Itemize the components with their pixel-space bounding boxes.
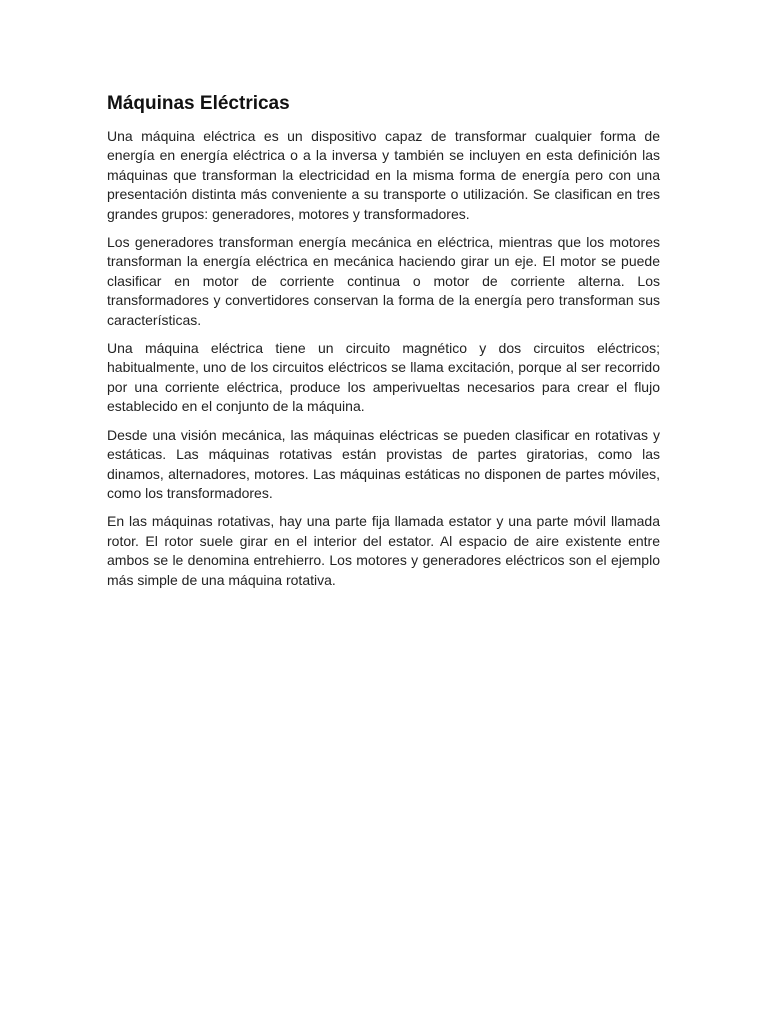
paragraph-3: Una máquina eléctrica tiene un circuito magnético y dos circuitos eléctricos; habitualmente, uno de los circuitos eléctricos se llama excitación, porque al ser recorrido por una corriente eléctrica, produce los amperivueltas necesarios para crear el flujo establecido en el conjunto de la máquina. <box>107 340 660 415</box>
paragraph-4: Desde una visión mecánica, las máquinas eléctricas se pueden clasificar en rotativas y estáticas. Las máquinas rotativas están provistas de partes giratorias, como las dinamos, alternadores, motores. Las máquinas estáticas no disponen de partes móviles, como los transformadores. <box>107 426 660 501</box>
paragraph-2: Los generadores transforman energía mecánica en eléctrica, mientras que los motores transforman la energía eléctrica en mecánica haciendo girar un eje. El motor se puede clasificar en motor de corriente continua o motor de corriente alterna. Los transformadores y convertidores conservan la forma de la energía pero transforman sus características. <box>107 234 660 328</box>
paragraph-1: Una máquina eléctrica es un dispositivo capaz de transformar cualquier forma de energía en energía eléctrica o a la inversa y también se incluyen en esta definición las máquinas que transforman la electricidad en la misma forma de energía pero con una presentación distinta más conveniente a su transporte o utilización. Se clasifican en tres grandes grupos: generadores, motores y transformadores. <box>107 128 660 222</box>
paragraph-5: En las máquinas rotativas, hay una parte fija llamada estator y una parte móvil llamada rotor. El rotor suele girar en el interior del estator. Al espacio de aire existente entre ambos se le denomina entrehierro. Los motores y generadores eléctricos son el ejemplo más simple de una máquina rotativa. <box>107 513 660 588</box>
document-page <box>107 92 660 599</box>
document-title: Máquinas Eléctricas <box>107 93 290 114</box>
